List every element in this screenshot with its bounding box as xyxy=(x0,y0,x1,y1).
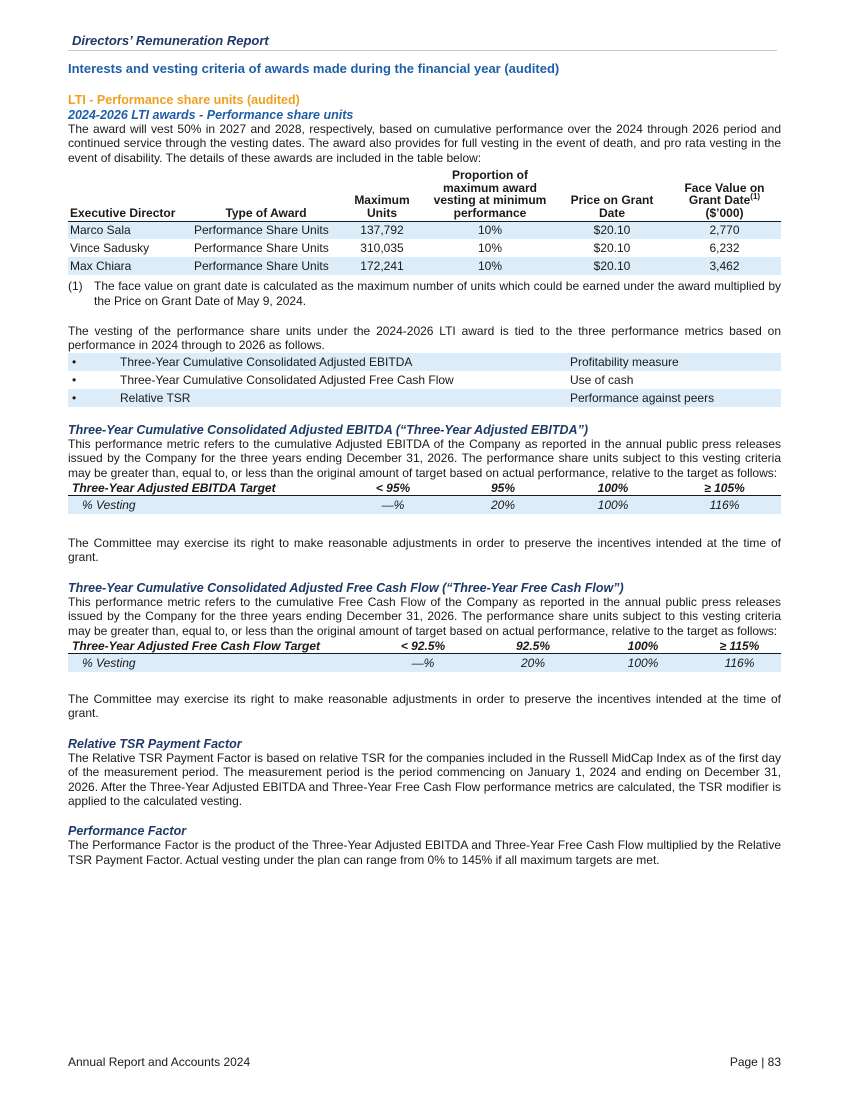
header-face-value-footnote-ref: (1) xyxy=(750,192,761,202)
list-item xyxy=(68,371,781,389)
cell-max-units: 137,792 xyxy=(340,221,424,239)
metric-purpose: Use of cash xyxy=(570,372,634,387)
footer-report-name: Annual Report and Accounts 2024 xyxy=(68,1055,251,1069)
performance-factor-text: The Performance Factor is the product of the Three-Year Adjusted EBITDA and Three-Year Free Cash Flow multiplied by the Relative TSR Payment Factor. Actual vesting under the plan can range from 0% to 145% if all maximum targets are met. xyxy=(68,838,781,867)
fcf-table-header xyxy=(68,638,781,654)
header-type-of-award: Type of Award xyxy=(192,169,340,221)
lti-subtitle: 2024-2026 LTI awards - Performance share units xyxy=(68,108,354,122)
fcf-threshold: 100% xyxy=(588,638,698,654)
cell-face-value: 3,462 xyxy=(668,257,781,275)
cell-type: Performance Share Units xyxy=(192,257,340,275)
fcf-vesting-row xyxy=(68,654,781,672)
metric-label: Three-Year Cumulative Consolidated Adjusted EBITDA xyxy=(116,353,566,371)
ebitda-table-header xyxy=(68,480,781,496)
header-proportion: Proportion of maximum award vesting at minimum performance xyxy=(424,169,556,221)
section-title: Interests and vesting criteria of awards made during the financial year (audited) xyxy=(68,61,560,76)
award-table xyxy=(68,169,781,275)
header-face-value-unit: ($’000) xyxy=(705,206,744,220)
list-item xyxy=(68,389,781,407)
cell-proportion: 10% xyxy=(477,241,503,256)
metric-purpose: Performance against peers xyxy=(566,389,781,407)
fcf-vesting-table xyxy=(68,638,781,672)
metric-purpose: Profitability measure xyxy=(566,353,781,371)
ebitda-threshold: < 95% xyxy=(338,480,448,496)
footnote-text: The face value on grant date is calculated as the maximum number of units which could be earned under the award multiplied by the Price on Grant Date of May 9, 2024. xyxy=(94,279,781,308)
bullet: • xyxy=(68,353,116,371)
header-face-value xyxy=(668,169,781,221)
header-face-value-label: Face Value on Grant Date xyxy=(684,180,765,208)
header-price-on-grant-date: Price on Grant Date xyxy=(556,169,668,221)
vesting-label: % Vesting xyxy=(68,654,368,672)
cell-price: $20.10 xyxy=(556,221,668,239)
bullet: • xyxy=(72,372,77,387)
ebitda-vesting-row xyxy=(68,496,781,514)
header-executive-director: Executive Director xyxy=(68,169,192,221)
ebitda-threshold: 100% xyxy=(558,480,668,496)
cell-proportion: 10% xyxy=(424,221,556,239)
header-divider xyxy=(68,50,777,51)
cell-director: Marco Sala xyxy=(68,221,192,239)
cell-face-value: 6,232 xyxy=(709,241,740,256)
list-item xyxy=(68,353,781,371)
tsr-text: The Relative TSR Payment Factor is based on relative TSR for the companies included in the Russell MidCap Index as of the first day of the measurement period. The measurement period is the period commencing on January 1, 2024 and ending on December 31, 2026. After the Three-Year Adjusted EBITDA and Three-Year Free Cash Flow performance metrics are calculated, the TSR modifier is applied to the calculated vesting. xyxy=(68,750,781,808)
metrics-intro: The vesting of the performance share units under the 2024-2026 LTI award is tied to the three performance metrics based on performance in 2024 through to 2026 as follows. xyxy=(68,323,781,353)
fcf-target-label: Three-Year Adjusted Free Cash Flow Target xyxy=(68,638,368,654)
vesting-value: 116% xyxy=(698,654,781,672)
award-footnote xyxy=(68,279,781,308)
cell-max-units: 172,241 xyxy=(340,257,424,275)
vesting-value: 116% xyxy=(668,496,781,514)
bullet: • xyxy=(68,389,116,407)
ebitda-text: This performance metric refers to the cumulative Adjusted EBITDA of the Company as reported in the annual public press releases issued by the Company for the three years ending December 31, 2026. The performance share units subject to this vesting criteria may be greater than, equal to, or less than the original amount of target based on actual performance, relative to the target as follows: xyxy=(68,436,781,480)
cell-max-units: 310,035 xyxy=(360,241,404,256)
vesting-value: —% xyxy=(338,496,448,514)
table-row xyxy=(68,221,781,239)
fcf-threshold: ≥ 115% xyxy=(698,638,781,654)
vesting-value: 20% xyxy=(478,654,588,672)
vesting-value: 100% xyxy=(588,654,698,672)
metrics-list xyxy=(68,353,781,407)
cell-type: Performance Share Units xyxy=(192,221,340,239)
footnote-number: (1) xyxy=(68,279,83,294)
header-maximum-units: Maximum Units xyxy=(340,169,424,221)
ebitda-target-label: Three-Year Adjusted EBITDA Target xyxy=(68,480,338,496)
cell-face-value: 2,770 xyxy=(668,221,781,239)
ebitda-threshold: 95% xyxy=(448,480,558,496)
fcf-title: Three-Year Cumulative Consolidated Adjusted Free Cash Flow (“Three-Year Free Cash Flow”) xyxy=(68,580,624,595)
vesting-value: —% xyxy=(368,654,478,672)
ebitda-vesting-table xyxy=(68,480,781,514)
vesting-value: 20% xyxy=(448,496,558,514)
table-row xyxy=(68,257,781,275)
cell-director: Vince Sadusky xyxy=(70,241,150,256)
vesting-label: % Vesting xyxy=(68,496,338,514)
cell-director: Max Chiara xyxy=(68,257,192,275)
fcf-threshold: < 92.5% xyxy=(368,638,478,654)
footer-page-number: Page | 83 xyxy=(729,1055,781,1069)
metric-label: Three-Year Cumulative Consolidated Adjusted Free Cash Flow xyxy=(120,372,454,387)
table-row xyxy=(68,239,781,257)
ebitda-title: Three-Year Cumulative Consolidated Adjusted EBITDA (“Three-Year Adjusted EBITDA”) xyxy=(68,422,588,437)
ebitda-threshold: ≥ 105% xyxy=(668,480,781,496)
cell-price: $20.10 xyxy=(556,257,668,275)
tsr-title: Relative TSR Payment Factor xyxy=(68,736,242,751)
cell-proportion: 10% xyxy=(424,257,556,275)
metric-label: Relative TSR xyxy=(116,389,566,407)
fcf-adjustment-note: The Committee may exercise its right to make reasonable adjustments in order to preserve the incentives intended at the time of grant. xyxy=(68,691,781,721)
page-header-title: Directors’ Remuneration Report xyxy=(72,33,269,48)
award-table-header xyxy=(68,169,781,221)
vesting-value: 100% xyxy=(558,496,668,514)
page-content xyxy=(68,61,781,867)
cell-type: Performance Share Units xyxy=(194,241,329,256)
fcf-text: This performance metric refers to the cumulative Free Cash Flow of the Company as reported in the annual public press releases issued by the Company for the three years ending December 31, 2026. The performance share units subject to this vesting criteria may be greater than, equal to, or less than the original amount of target based on actual performance, relative to the target as follows: xyxy=(68,594,781,638)
fcf-threshold: 92.5% xyxy=(478,638,588,654)
performance-factor-title: Performance Factor xyxy=(68,824,187,839)
ebitda-adjustment-note: The Committee may exercise its right to make reasonable adjustments in order to preserve the incentives intended at the time of grant. xyxy=(68,535,781,565)
cell-price: $20.10 xyxy=(593,241,631,256)
lti-intro: The award will vest 50% in 2027 and 2028, respectively, based on cumulative performance over the 2024 through 2026 period and continued service through the vesting dates. The award also provides for full vesting in the event of death, and pro rata vesting in the event of disability. The details of these awards are included in the table below: xyxy=(68,122,781,165)
lti-title: LTI - Performance share units (audited) xyxy=(68,93,300,107)
